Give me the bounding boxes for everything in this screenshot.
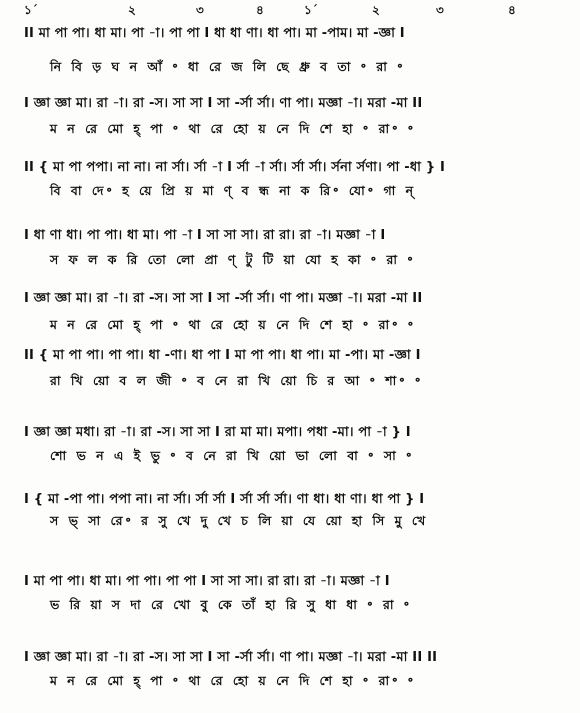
- lyric-line: শো ভ ন এ ই ভু ॰ ব নে রা খি য়ো ভা লো বা ॰ সা ॰: [50, 448, 415, 463]
- beat-mark: ৩: [196, 3, 204, 17]
- swara-line: I জ্ঞা জ্ঞা মধা। রা -া। রা -স। সা সা I রা মা মা। মপা। পধা -মা। পা -া } I: [24, 425, 411, 440]
- beat-mark: ৩: [436, 3, 444, 17]
- swara-line: II { মা পা পপা। না না। না র্সা। র্সা -া I র্সা -া র্সা। র্সা র্সা। র্সনা র্সণা। পা -ধা } I: [24, 160, 446, 175]
- swara-line: II মা পা পা। ধা মা। পা -া। পা পা I ধা ধা ণা। ধা পা। মা -পাম। মা -জ্ঞা I: [24, 26, 405, 41]
- beat-mark: ৪: [508, 3, 516, 17]
- swara-line: I ধা ণা ধা। পা পা। ধা মা। পা -া I সা সা সা। রা রা। রা -া। মজ্ঞা -া I: [24, 228, 386, 243]
- swara-line: I জ্ঞা জ্ঞা মা। রা -া। রা -স। সা সা I সা -র্সা র্সা। ণা পা। মজ্ঞা -া। মরা -মা II II: [24, 650, 438, 665]
- beat-mark: ১´: [24, 3, 38, 17]
- lyric-line: রা খি য়ো ব ল জী ॰ ব নে রা খি য়ো চি র আ ॰ শা॰ ॰: [50, 373, 424, 388]
- beat-mark: ১´: [304, 3, 318, 17]
- swara-line: I জ্ঞা জ্ঞা মা। রা -া। রা -স। সা সা I সা -র্সা র্সা। ণা পা। মজ্ঞা -া। মরা -মা II: [24, 291, 423, 306]
- lyric-line: বি বা দে॰ হ য়ে প্রি য় মা ণ্ ব ন্ধ না ক রি॰ যো॰ গা ন্: [50, 183, 417, 198]
- beat-marks-row: [0, 2, 580, 18]
- lyric-line: নি বি ড় ঘ ন আঁ ॰ ধা রে জ লি ছে ধ্রু ব তা ॰ রা ॰: [50, 59, 406, 74]
- swara-line: I জ্ঞা জ্ঞা মা। রা -া। রা -স। সা সা I সা -র্সা র্সা। ণা পা। মজ্ঞা -া। মরা -মা II: [24, 96, 423, 111]
- lyric-line: স ভ্ সা রে॰ র সু খে দু খে চ লি য়া যে য়ো হা সি মু খে: [50, 513, 429, 528]
- swara-line: I মা পা পা। ধা মা। পা পা। পা পা I সা সা সা। রা রা। রা -া। মজ্ঞা -া I: [24, 574, 390, 589]
- beat-mark: ৪: [256, 3, 264, 17]
- swara-line: II { মা পা পা। পা পা। ধা -ণা। ধা পা I মা পা পা। ধা পা। মা -পা। মা -জ্ঞা I: [24, 348, 421, 363]
- lyric-line: ম ন রে মো হ্ পা ॰ থা রে হো য় নে দি শে হা ॰ রা॰ ॰: [50, 673, 417, 688]
- beat-mark: ২: [372, 3, 380, 17]
- swara-line: I { মা -পা পা। পপা না। না র্সা। র্সা র্সা I র্সা র্সা র্সা। ণা ধা। ধা ণা। ধা পা } I: [24, 492, 425, 507]
- lyric-line: ম ন রে মো হ্ পা ॰ থা রে হো য় নে দি শে হা ॰ রা॰ ॰: [50, 121, 417, 136]
- lyric-line: ম ন রে মো হ্ পা ॰ থা রে হো য় নে দি শে হা ॰ রা॰ ॰: [50, 317, 417, 332]
- lyric-line: স ফ ল ক রি তো লো প্রা ণ্ টু টি য়া যো হ কা ॰ রা ॰: [50, 252, 416, 267]
- lyric-line: ভ রি য়া স দা রে খো বু কে তাঁ হা রি সু ধা ধা ॰ রা ॰: [50, 597, 413, 612]
- beat-mark: ২: [128, 3, 136, 17]
